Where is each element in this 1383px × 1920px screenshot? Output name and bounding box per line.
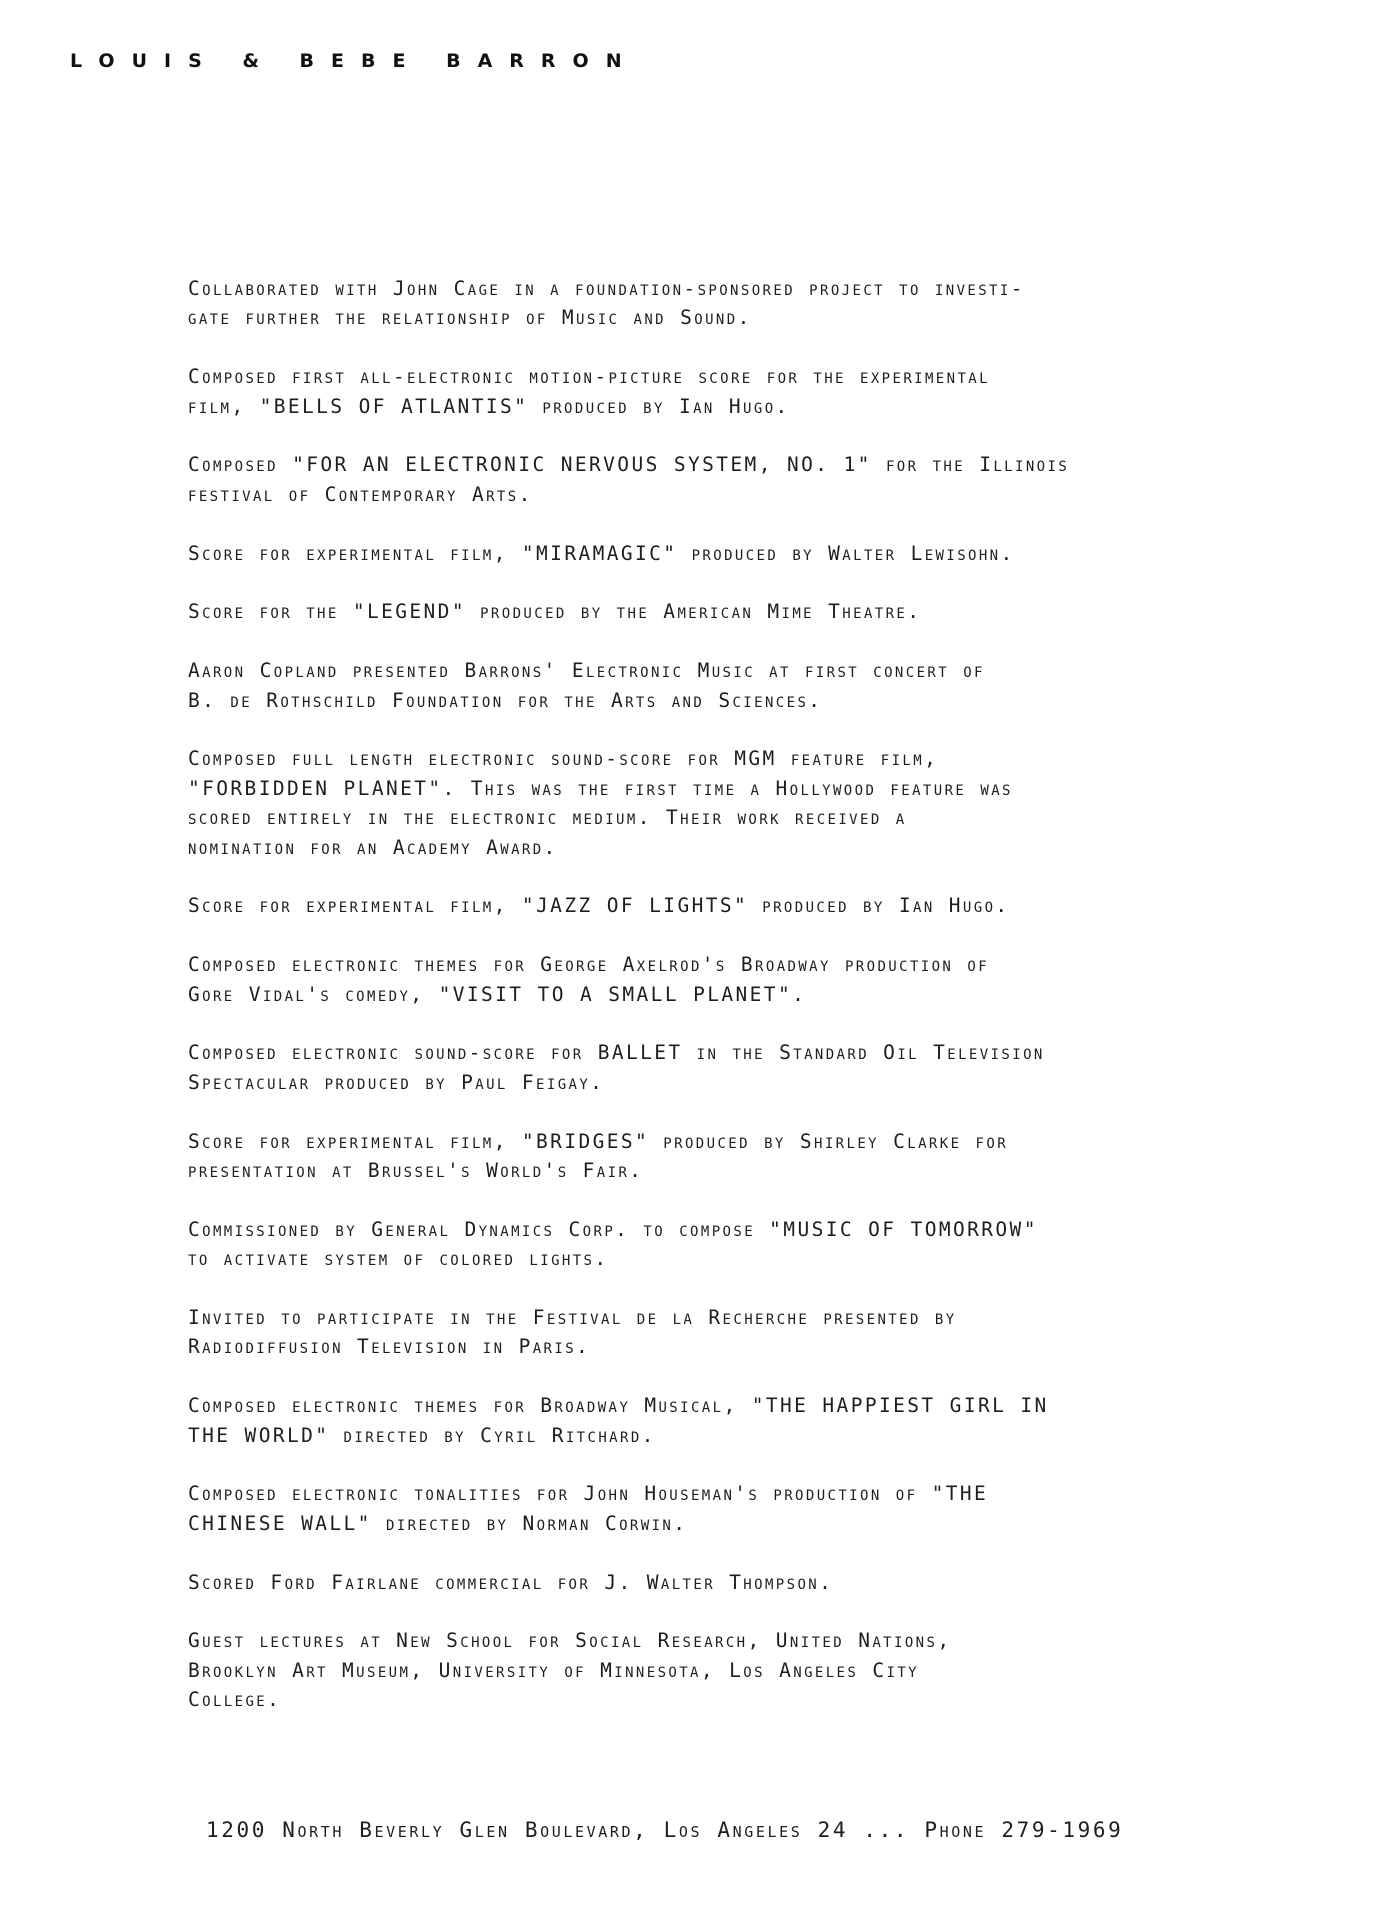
credit-entry: Commissioned by General Dynamics Corp. to compose "MUSIC OF TOMORROW" to activate system of colored lights. bbox=[188, 1217, 1038, 1271]
credits-list bbox=[188, 274, 1258, 1744]
credit-entry: Guest lectures at New School for Social Research, United Nations, Brooklyn Art Museum, University of Minnesota, Los Angeles City College. bbox=[188, 1629, 952, 1712]
credit-entry: Score for experimental film, "BRIDGES" produced by Shirley Clarke for presentation at Brussel's World's Fair. bbox=[188, 1129, 1009, 1183]
credit-entry: Composed electronic themes for Broadway Musical, "THE HAPPIEST GIRL IN THE WORLD" directed by Cyril Ritchard. bbox=[188, 1394, 1049, 1447]
footer-address: 1200 North Beverly Glen Boulevard, Los Angeles 24 ... Phone 279-1969 bbox=[206, 1818, 1124, 1842]
credit-entry: Composed first all-electronic motion-picture score for the experimental film, "BELLS OF ATLANTIS" produced by Ian Hugo. bbox=[188, 365, 990, 418]
credit-entry: Collaborated with John Cage in a foundation-sponsored project to investi- gate further the relationship of Music and Sound. bbox=[188, 277, 1025, 330]
credit-entry: Composed "FOR AN ELECTRONIC NERVOUS SYSTEM, NO. 1" for the Illinois festival of Contemporary Arts. bbox=[188, 453, 1070, 506]
credit-entry: Composed full length electronic sound-score for MGM feature film, "FORBIDDEN PLANET". This was the first time a Hollywood feature was scored entirely in the electronic medium. Their work received a nomination for an Academy Award. bbox=[188, 747, 1013, 859]
credit-entry: Composed electronic tonalities for John Houseman's production of "THE CHINESE WALL" directed by Norman Corwin. bbox=[188, 1482, 989, 1535]
credit-entry: Score for the "LEGEND" produced by the American Mime Theatre. bbox=[188, 600, 922, 624]
credit-entry: Composed electronic themes for George Axelrod's Broadway production of Gore Vidal's comedy, "VISIT TO A SMALL PLANET". bbox=[188, 953, 990, 1006]
credit-entry: Invited to participate in the Festival de la Recherche presented by Radiodiffusion Television in Paris. bbox=[188, 1306, 957, 1359]
credit-entry: Score for experimental film, "MIRAMAGIC" produced by Walter Lewisohn. bbox=[188, 541, 1015, 565]
credit-entry: Aaron Copland presented Barrons' Electronic Music at first concert of B. de Rothschild Foundation for the Arts and Sciences. bbox=[188, 659, 985, 712]
credit-entry: Scored Ford Fairlane commercial for J. Walter Thompson. bbox=[188, 1570, 834, 1594]
letterhead-title: LOUIS & BEBE BARRON bbox=[70, 50, 639, 72]
credit-entry: Composed electronic sound-score for BALLET in the Standard Oil Television Spectacular produced by Paul Feigay. bbox=[188, 1041, 1045, 1094]
credit-entry: Score for experimental film, "JAZZ OF LIGHTS" produced by Ian Hugo. bbox=[188, 894, 1010, 918]
